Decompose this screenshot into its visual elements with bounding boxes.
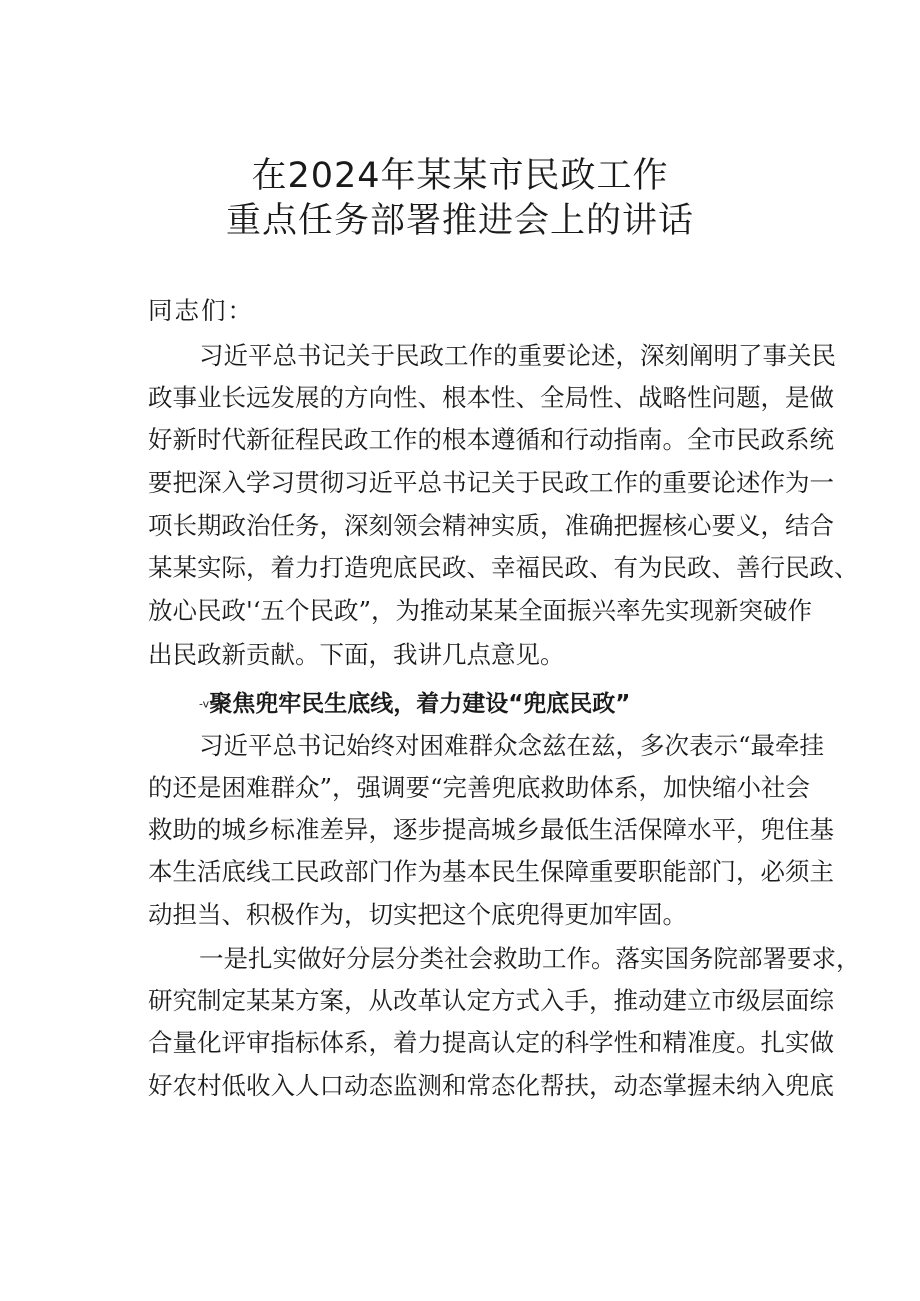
section-heading-1 (199, 689, 630, 720)
paragraph-1-line: 某某实际，着力打造兜底民政、幸福民政、有为民政、善行民政、 (148, 553, 859, 582)
paragraph-2-line: 的还是困难群众”，强调要“完善兜底救助体系，加快缩小社会 (148, 773, 811, 802)
paragraph-1-line: 出民政新贡献。下面，我讲几点意见。 (148, 640, 565, 669)
paragraph-1-line: 项长期政治任务，深刻领会精神实质，准确把握核心要义，结合 (148, 511, 834, 540)
paragraph-3-line: 一是扎实做好分层分类社会救助工作。落实国务院部署要求， (199, 944, 861, 973)
heading-prefix: -v (199, 697, 210, 711)
paragraph-1-line: 政事业长远发展的方向性、根本性、全局性、战略性问题，是做 (148, 383, 834, 412)
paragraph-2-line: 习近平总书记始终对困难群众念兹在兹，多次表示“最牵挂 (199, 731, 825, 760)
paragraph-2-line: 动担当、积极作为，切实把这个底兜得更加牢固。 (148, 900, 687, 929)
paragraph-1-line: 好新时代新征程民政工作的根本遵循和行动指南。全市民政系统 (148, 425, 834, 454)
paragraph-3-line: 研究制定某某方案，从改革认定方式入手，推动建立市级层面综 (148, 986, 834, 1015)
paragraph-3-line: 好农村低收入人口动态监测和常态化帮扶，动态掌握未纳入兜底 (148, 1071, 834, 1100)
heading-text: 聚焦兜牢民生底线，着力建设“兜底民政” (209, 691, 631, 717)
paragraph-1-line: 放心民政'‘五个民政”，为推动某某全面振兴率先实现新突破作 (148, 596, 813, 625)
document-title-line-1: 在2024年某某市民政工作 (251, 156, 669, 196)
paragraph-1-line: 习近平总书记关于民政工作的重要论述，深刻阐明了事关民 (199, 341, 836, 370)
paragraph-1-line: 要把深入学习贯彻习近平总书记关于民政工作的重要论述作为一 (148, 468, 834, 497)
greeting: 同志们： (148, 296, 254, 325)
document-title-line-2: 重点任务部署推进会上的讲话 (225, 201, 694, 241)
paragraph-3-line: 合量化评审指标体系，着力提高认定的科学性和精准度。扎实做 (148, 1028, 834, 1057)
paragraph-2-line: 救助的城乡标准差异，逐步提高城乡最低生活保障水平，兜住基 (148, 815, 834, 844)
paragraph-2-line: 本生活底线工民政部门作为基本民生保障重要职能部门，必须主 (148, 857, 834, 886)
